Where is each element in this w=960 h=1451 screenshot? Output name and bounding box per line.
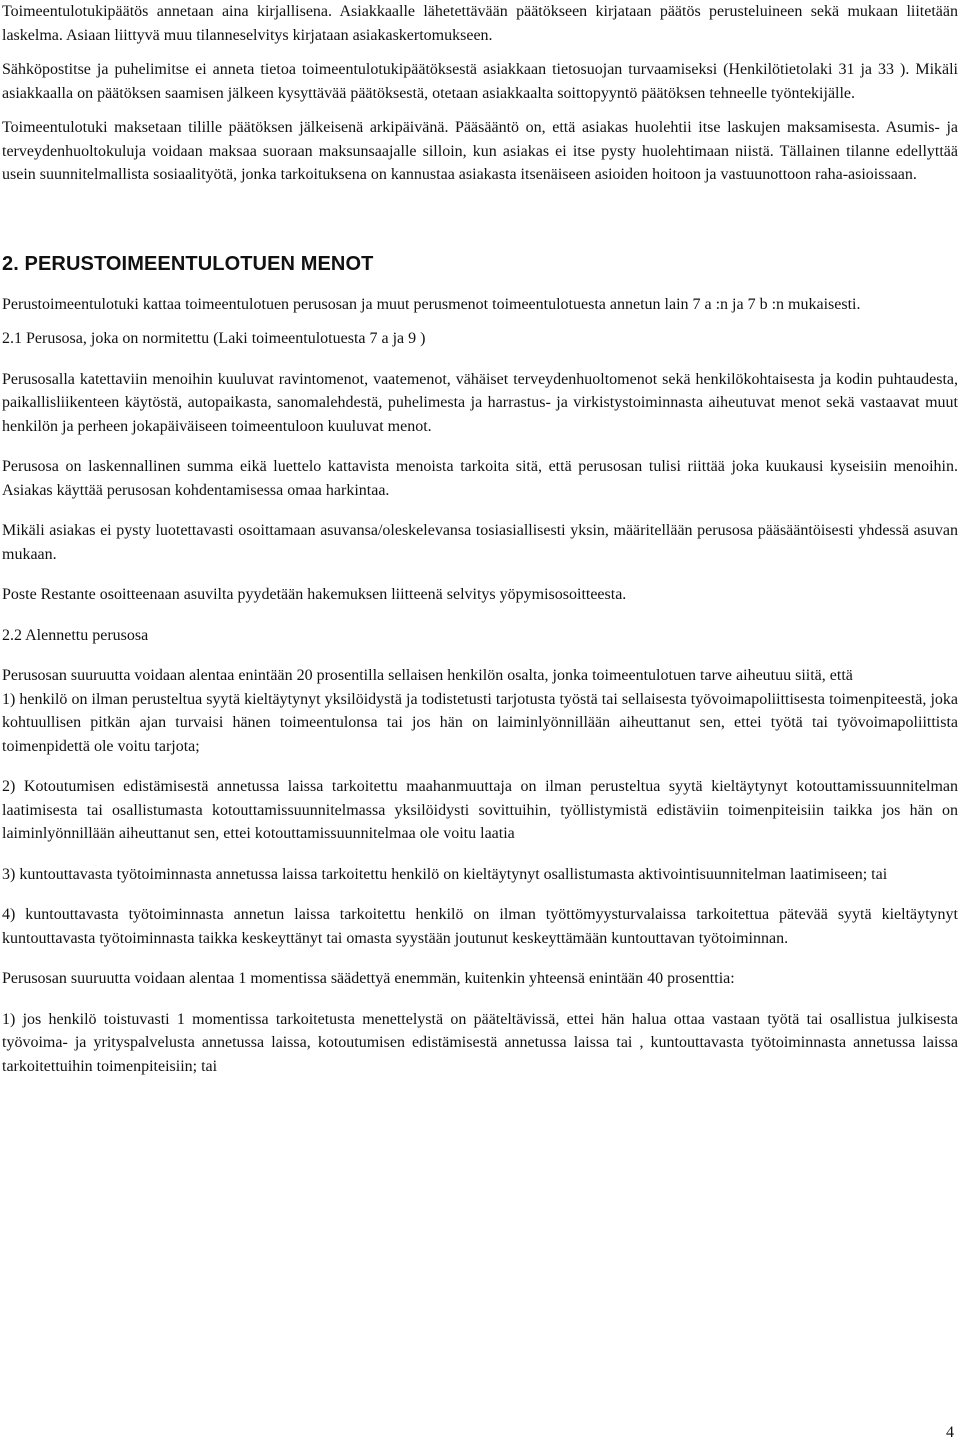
subheading-basic-part: 2.1 Perusosa, joka on normitettu (Laki toimeentulotuesta 7 a ja 9 ): [2, 330, 426, 347]
list-item-repeat: 1) jos henkilö toistuvasti 1 momentissa tarkoitetusta menettelystä on pääteltävissä, ettei hän halua ottaa vastaan työtä tai osallistua julkisesta työvoima- ja yrityspalvelusta annetussa laissa, kotoutumisen edistämisestä annetussa laissa tai , kuntouttavasta työtoiminnasta annetussa laissa tarkoitettuihin toimenpiteisiin; tai: [2, 1010, 958, 1075]
paragraph-reduction-40: Perusosan suuruutta voidaan alentaa 1 momentissa säädettyä enemmän, kuitenkin yhteensä enintään 40 prosenttia:: [2, 970, 735, 987]
list-item-3: 3) kuntouttavasta työtoiminnasta annetussa laissa tarkoitettu henkilö on kieltäytynyt osallistumasta aktivointisuunnitelman laatimiseen; tai: [2, 865, 888, 883]
subheading-reduced-basic-part: 2.2 Alennettu perusosa: [2, 626, 149, 644]
paragraph-data-protection: Sähköpostitse ja puhelimitse ei anneta tietoa toimeentulotukipäätöksestä asiakkaan tietosuojan turvaamiseksi (Henkilötietolaki 31 ja 33 ). Mikäli asiakkaalla on päätöksen saamisen jälkeen kysyttävää päätöksestä, otetaan asiakkaalta soittopyyntö päätöksen tehneelle työntekijälle.: [2, 61, 958, 102]
paragraph-basic-part-calculated: Perusosa on laskennallinen summa eikä luettelo kattavista menoista tarkoita sitä, että perusosan tulisi riittää joka kuukausi kyseisiin menoihin. Asiakas käyttää perusosan kohdentamisessa omaa harkintaa.: [2, 458, 958, 499]
section-heading: 2. PERUSTOIMEENTULOTUEN MENOT: [2, 252, 374, 275]
paragraph-reduction-20: Perusosan suuruutta voidaan alentaa enintään 20 prosentilla sellaisen henkilön osalta, jonka toimeentulotuen tarve aiheutuu siitä, että: [2, 667, 853, 684]
paragraph-decision-written: Toimeentulotukipäätös annetaan aina kirjallisena. Asiakkaalle lähetettävään päätökseen kirjataan päätös perusteluineen sekä mukaan liitetään laskelma. Asiaan liittyvä muu tilanneselvitys kirjataan asiakaskertomukseen.: [2, 3, 958, 44]
list-item-1: 1) henkilö on ilman perusteltua syytä kieltäytynyt yksilöidystä ja todistetusti tarjotusta työstä tai sellaisesta työvoimapoliittisesta toimenpiteestä, joka kohtuullisen pitkän ajan turvaisi hänen toimeentulonsa tai jos hän on laiminlyönnillään aiheuttanut sen, ettei työtä tai työvoimapoliittista toimenpidettä ole voitu tarjota;: [2, 690, 958, 755]
paragraph-basic-income-scope: Perustoimeentulotuki kattaa toimeentulotuen perusosan ja muut perusmenot toimeentulotuesta annetun lain 7 a :n ja 7 b :n mukaisesti.: [2, 295, 861, 313]
list-item-2: 2) Kotoutumisen edistämisestä annetussa laissa tarkoitettu maahanmuuttaja on ilman perusteltua syytä kieltäytynyt kotouttamissuunnitelman laatimisesta tai osallistumasta kotouttamissuunnitelmassa yksilöidysti sovittuihin, työllistymistä edistäviin toimenpiteisiin taikka jos hän on laiminlyönnillään aiheuttanut sen, ettei kotouttamissuunnitelmaa ole voitu laatia: [2, 778, 958, 842]
paragraph-payment: Toimeentulotuki maksetaan tilille päätöksen jälkeisenä arkipäivänä. Pääsääntö on, että asiakas huolehtii itse laskujen maksamisesta. Asumis- ja terveydenhuoltokuluja voidaan maksaa suoraan maksunsaajalle silloin, kun asiakas ei itse pysty huolehtimaan niistä. Tällainen tilanne edellyttää usein suunnitelmallista sosiaalityötä, jonka tarkoituksena on kannustaa asiakasta itsenäiseen asioiden hoitoon ja vastuunottoon raha-asioissaan.: [2, 119, 958, 183]
list-item-4: 4) kuntouttavasta työtoiminnasta annetun laissa tarkoitettu henkilö on ilman työttömyysturvalaissa tarkoitettua pätevää syytä kieltäytynyt kuntouttavasta työtoiminnasta taikka keskeyttänyt tai omasta syystään joutunut keskeyttämään kuntouttavan työtoiminnan.: [2, 906, 958, 947]
page-number: 4: [946, 1424, 954, 1441]
paragraph-living-alone: Mikäli asiakas ei pysty luotettavasti osoittamaan asuvansa/oleskelevansa tosiasiallisesti yksin, määritellään perusosa pääsääntöisesti yhdessä asuvan mukaan.: [2, 522, 958, 563]
paragraph-poste-restante: Poste Restante osoitteenaan asuvilta pyydetään hakemuksen liitteenä selvitys yöpymisosoitteesta.: [2, 586, 627, 603]
paragraph-basic-part-expenses: Perusosalla katettaviin menoihin kuuluvat ravintomenot, vaatemenot, vähäiset terveydenhuoltomenot sekä henkilökohtaisesta ja kodin puhtaudesta, paikallisliikenteen käytöstä, autopaikasta, sanomalehdestä, puhelimesta ja harrastus- ja virkistystoiminnasta aiheutuvat menot sekä vastaavat muut henkilön ja perheen jokapäiväiseen toimeentuloon kuuluvat menot.: [2, 370, 958, 435]
